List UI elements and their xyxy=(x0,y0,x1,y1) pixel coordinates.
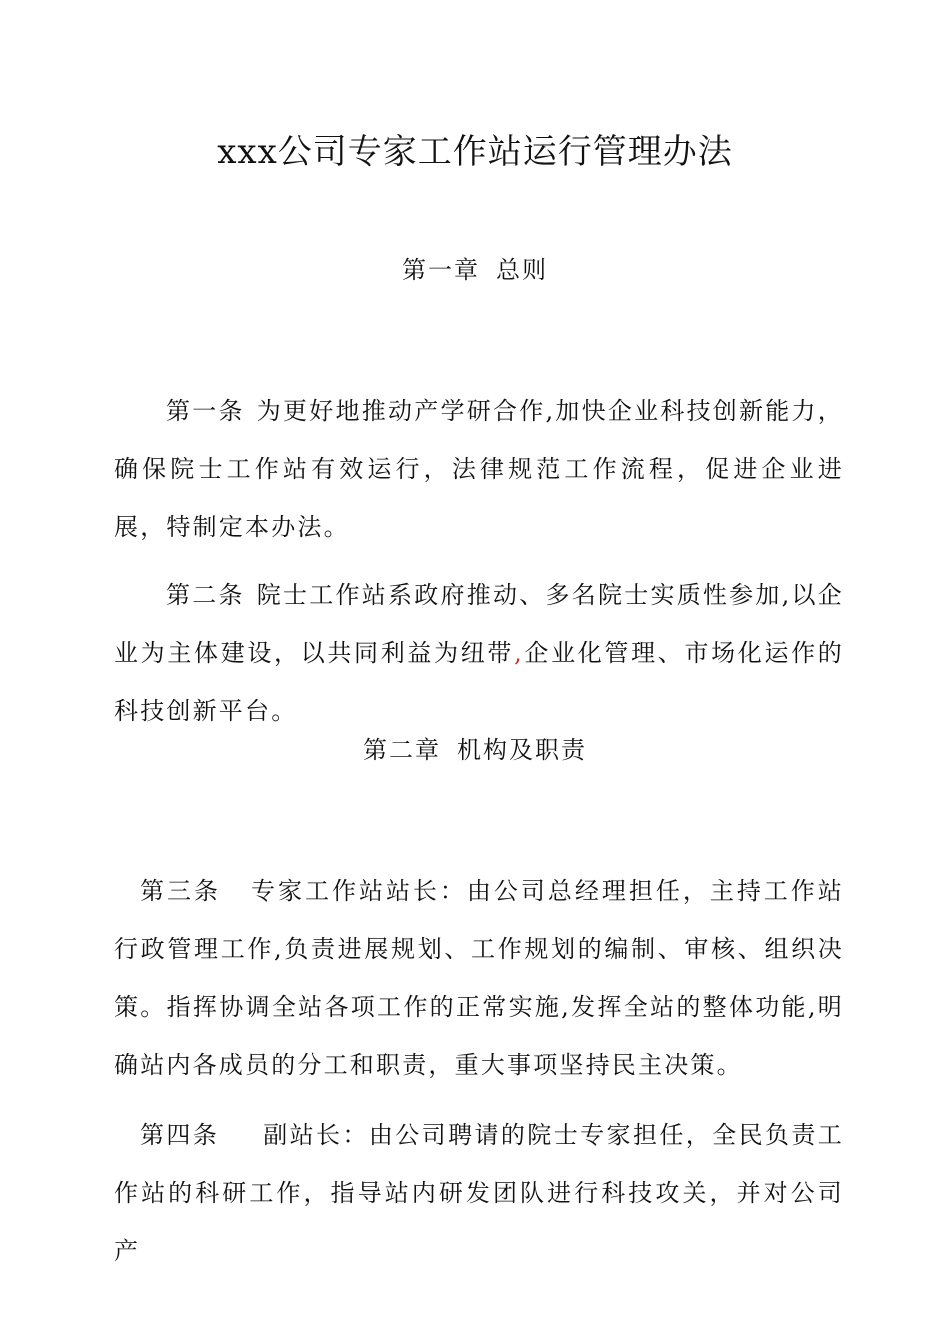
article-4 xyxy=(114,1106,844,1280)
chapter-heading-1 xyxy=(0,252,950,288)
article-label: 第一条 xyxy=(166,397,245,425)
article-label: 第四条 xyxy=(140,1121,220,1149)
article-text: 专家工作站站长：由公司总经理担任，主持工作站行政管理工作,负责进展规划、工作规划的编制、审核、组织决策。指挥协调全站各项工作的正常实施,发挥全站的整体功能,明确站内各成员的分工和职责，重大事项坚持民主决策。 xyxy=(114,877,844,1079)
article-label: 第二条 xyxy=(166,581,245,609)
article-1 xyxy=(114,382,844,556)
article-text: 副站长：由公司聘请的院士专家担任，全民负责工作站的科研工作，指导站内研发团队进行科技攻关，并对公司产 xyxy=(114,1121,844,1265)
highlighted-comma: , xyxy=(514,639,524,667)
article-3 xyxy=(114,862,844,1094)
chapter-number: 第一章 xyxy=(402,256,480,284)
chapter-name: 总则 xyxy=(496,256,548,284)
chapter-name: 机构及职责 xyxy=(457,736,587,764)
chapter-heading-2 xyxy=(0,732,950,768)
chapter-number: 第二章 xyxy=(363,736,441,764)
article-text-part: 院士工作站系政府推动、多名院士实质性参加,以企业为主体建设，以共同利益为纽带 xyxy=(114,581,844,667)
article-text: 为更好地推动产学研合作,加快企业科技创新能力，确保院士工作站有效运行，法律规范工作流程，促进企业进展，特制定本办法。 xyxy=(114,397,844,541)
article-label: 第三条 xyxy=(140,877,221,905)
article-2 xyxy=(114,566,844,740)
document-title: xxx公司专家工作站运行管理办法 xyxy=(217,132,733,172)
article-text-part: 企业化管理、市场化运作的科技创新平台。 xyxy=(114,639,845,725)
